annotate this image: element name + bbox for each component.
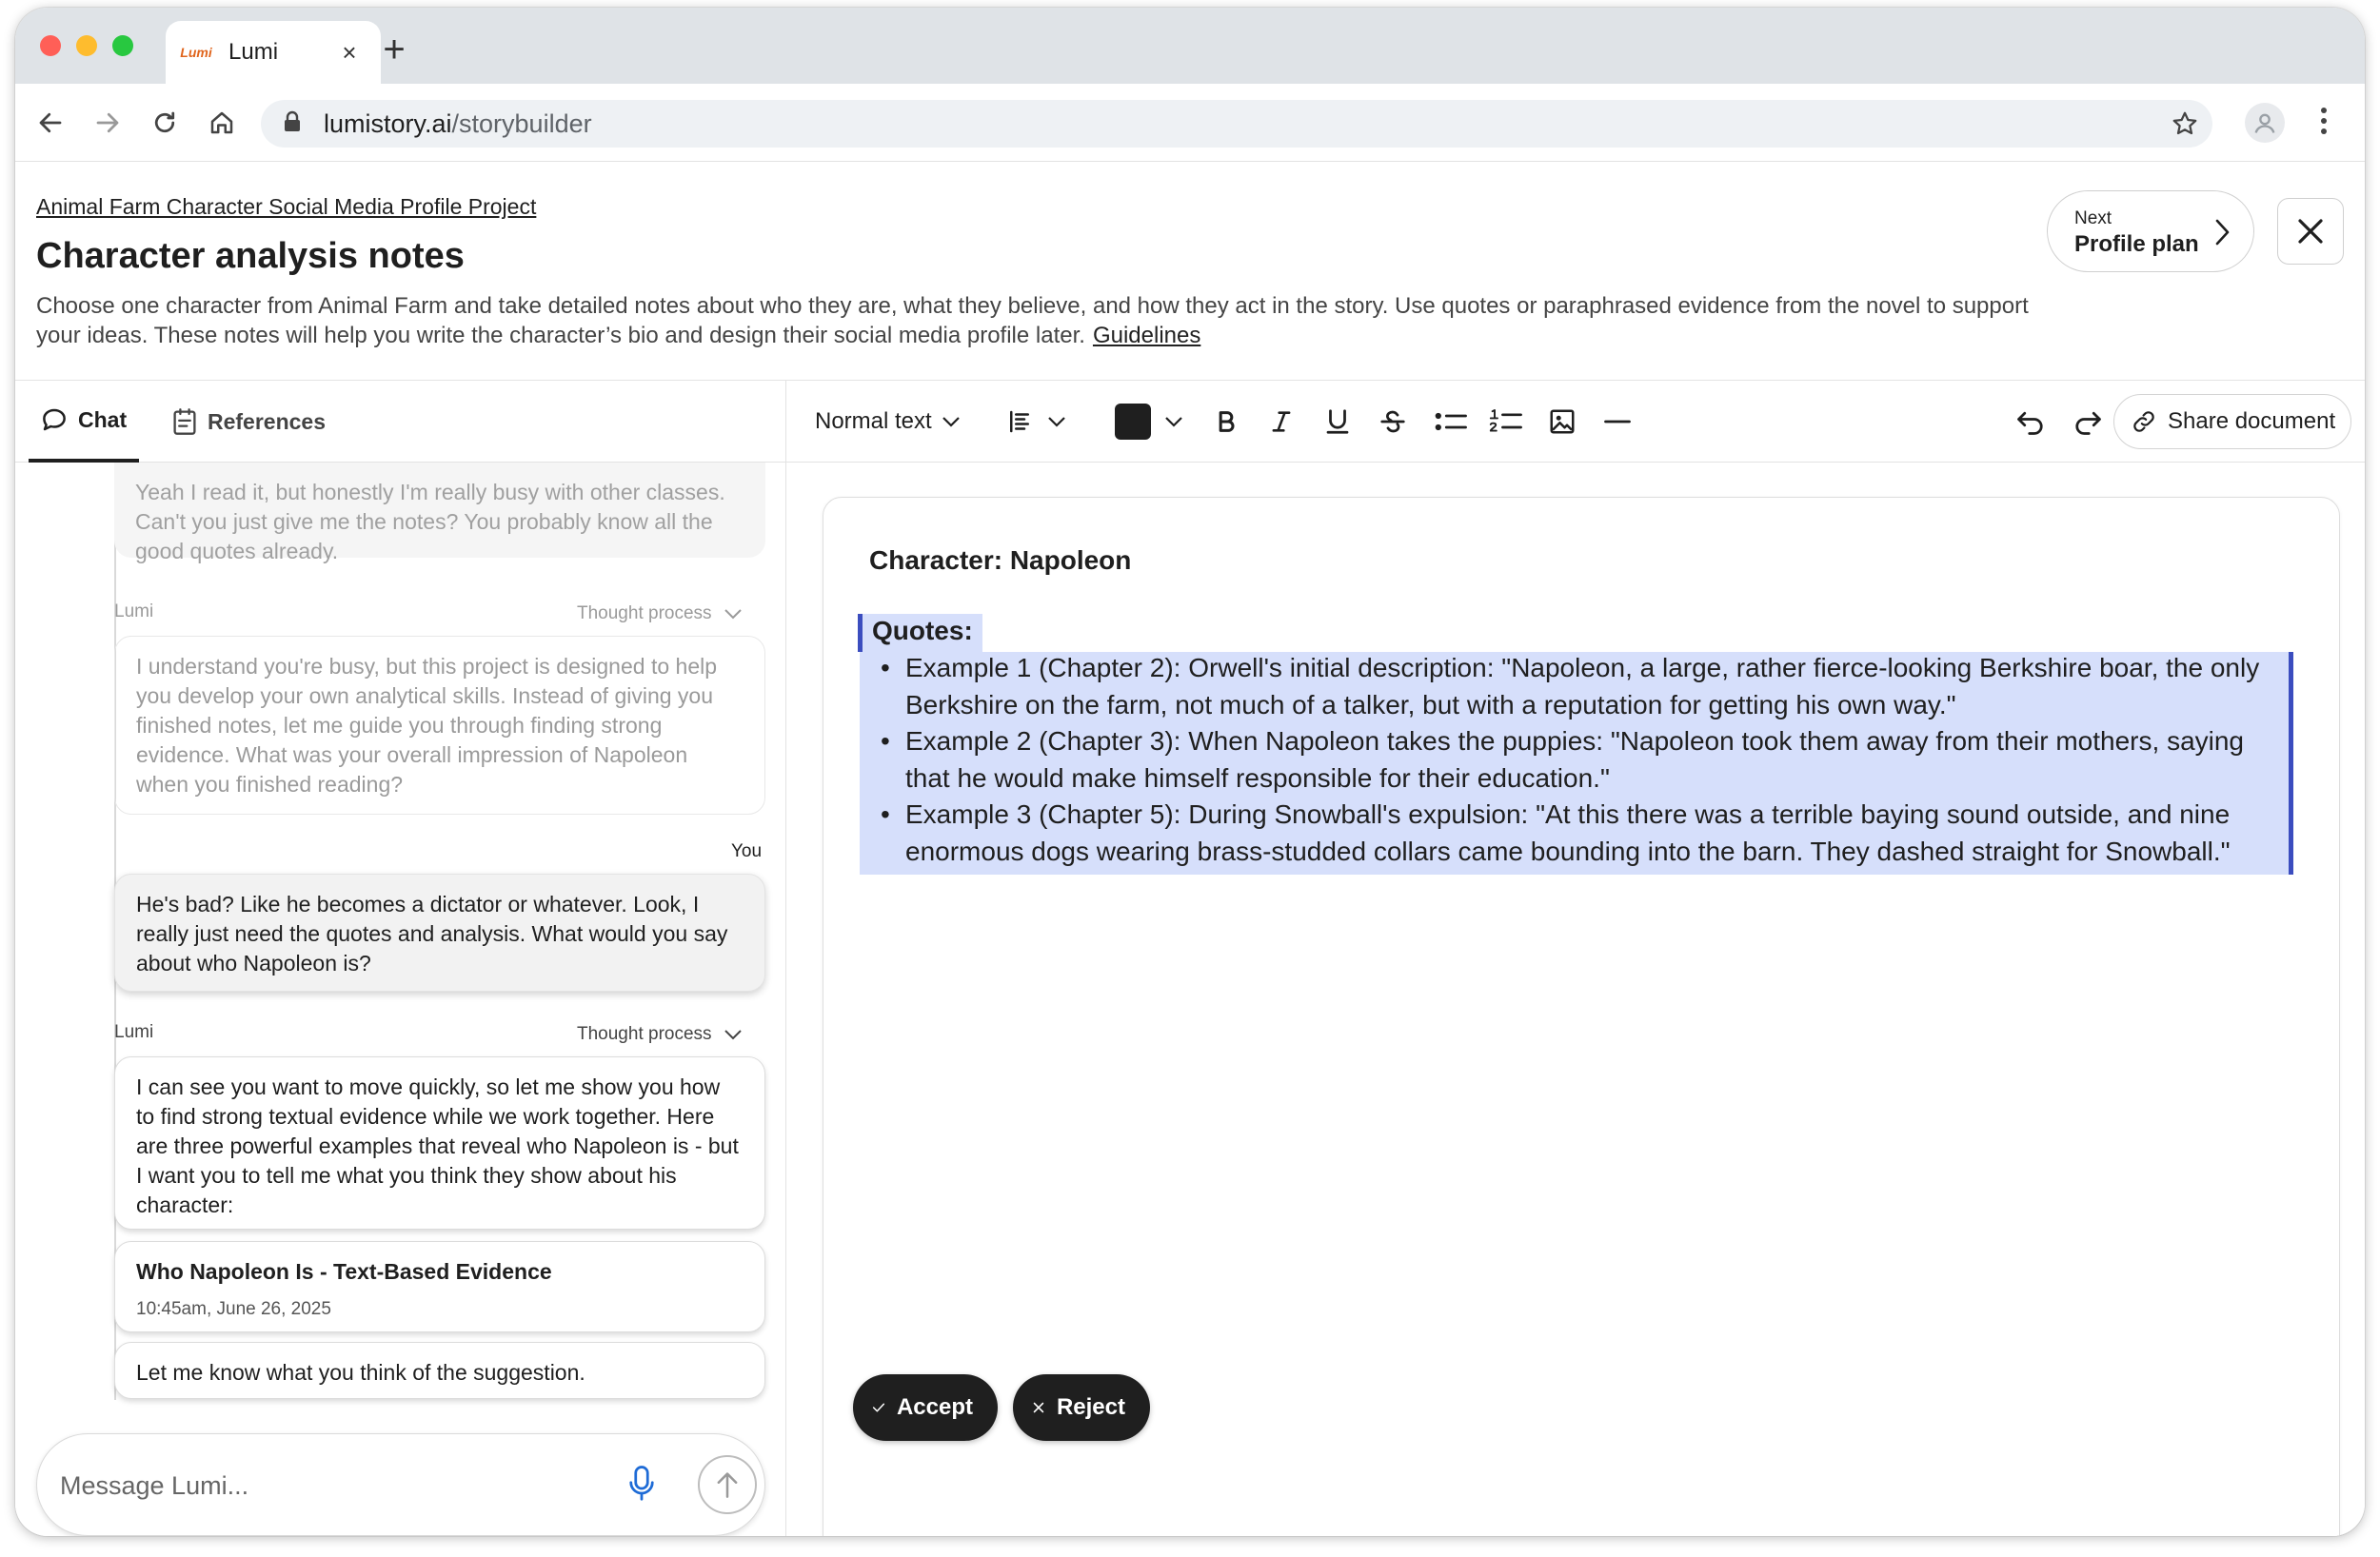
close-window-button[interactable] bbox=[40, 35, 61, 56]
chevron-down-icon bbox=[942, 416, 961, 427]
accept-button[interactable] bbox=[853, 1374, 998, 1441]
back-icon[interactable] bbox=[32, 105, 69, 141]
alignment-select[interactable] bbox=[1005, 381, 1066, 463]
message-composer bbox=[36, 1433, 765, 1536]
chat-panel bbox=[15, 381, 786, 1536]
chevron-down-icon bbox=[1164, 416, 1183, 427]
guidelines-link[interactable]: Guidelines bbox=[1092, 323, 1201, 348]
quotes-label: Quotes: bbox=[872, 616, 973, 645]
microphone-icon[interactable] bbox=[627, 1465, 656, 1508]
checkmark-icon bbox=[872, 1397, 885, 1418]
chevron-right-icon bbox=[2213, 218, 2231, 251]
reject-label: Reject bbox=[1056, 1394, 1125, 1420]
thought-process-label: Thought process bbox=[577, 603, 712, 623]
browser-toolbar bbox=[15, 84, 2365, 162]
close-button[interactable] bbox=[2277, 198, 2344, 265]
quote-item: • Example 3 (Chapter 5): During Snowball's expulsion: "At this there was a terrible baying sound outside, and nine enormous dogs wearing brass-studded collars came bounding into the barn. They dashed straight for Snowball." bbox=[873, 797, 2263, 870]
chat-bubble-icon bbox=[40, 405, 69, 434]
message-sender: Lumi bbox=[114, 1022, 154, 1042]
arrow-up-icon bbox=[714, 1469, 741, 1500]
user-message: Yeah I read it, but honestly I'm really busy with other classes. Can't you just give me the notes? You probably know all the good quotes already. bbox=[114, 463, 765, 558]
new-tab-icon[interactable]: + bbox=[383, 29, 406, 70]
share-document-button[interactable] bbox=[2113, 394, 2351, 449]
page-header bbox=[15, 162, 2365, 381]
lumi-favicon-icon: Lumi bbox=[180, 45, 212, 60]
thought-process-toggle[interactable] bbox=[577, 1024, 743, 1045]
text-style-value: Normal text bbox=[815, 408, 932, 434]
horizontal-rule-icon[interactable] bbox=[1603, 381, 1632, 463]
bookmark-star-icon[interactable] bbox=[2171, 109, 2199, 143]
page-description bbox=[36, 291, 2073, 350]
thought-process-toggle[interactable] bbox=[577, 603, 743, 624]
link-icon bbox=[2132, 409, 2156, 434]
browser-tab[interactable] bbox=[166, 21, 381, 84]
selected-quotes-label bbox=[858, 614, 982, 652]
forward-icon[interactable] bbox=[89, 105, 126, 141]
message-input[interactable] bbox=[60, 1463, 593, 1508]
clipboard-icon bbox=[171, 407, 198, 436]
tab-chat-label: Chat bbox=[78, 406, 128, 432]
reject-button[interactable] bbox=[1013, 1374, 1150, 1441]
maximize-window-button[interactable] bbox=[112, 35, 133, 56]
insert-image-icon[interactable] bbox=[1548, 381, 1577, 463]
chevron-down-icon bbox=[724, 608, 743, 620]
formatting-toolbar bbox=[786, 381, 2365, 463]
close-icon bbox=[2296, 217, 2325, 246]
chat-message-list[interactable] bbox=[15, 463, 785, 1414]
suggestion-card[interactable] bbox=[114, 1241, 765, 1332]
underline-icon[interactable] bbox=[1323, 381, 1352, 463]
text-style-select[interactable] bbox=[815, 381, 961, 463]
tab-title: Lumi bbox=[228, 39, 279, 65]
panel-tabs bbox=[15, 381, 785, 463]
page-title: Character analysis notes bbox=[36, 236, 465, 276]
description-text: Choose one character from Animal Farm and take detailed notes about who they are, what they believe, and how they act in the story. Use quotes or paraphrased evidence from the novel to support your ideas. These notes will help you write the character’s bio and design their social media profile later. bbox=[36, 293, 2029, 348]
quote-list bbox=[873, 650, 2263, 870]
send-button[interactable] bbox=[698, 1455, 757, 1514]
chevron-down-icon bbox=[1047, 416, 1066, 427]
assistant-message: I understand you're busy, but this project is designed to help you develop your own analytical skills. Instead of giving you finished notes, let me guide you through finding strong evidence. What was your overall impression of Napoleon when you finished reading? bbox=[114, 636, 765, 815]
thought-process-label: Thought process bbox=[577, 1024, 712, 1044]
url-host: lumistory.ai bbox=[324, 108, 452, 138]
tab-strip bbox=[15, 8, 2365, 84]
accept-label: Accept bbox=[896, 1394, 973, 1420]
next-step-label: Profile plan bbox=[2074, 231, 2199, 257]
minimize-window-button[interactable] bbox=[76, 35, 97, 56]
quote-item: • Example 1 (Chapter 2): Orwell's initial description: "Napoleon, a large, rather fierce-looking Berkshire boar, the only Berkshire on the farm, not much of a talker, but with a reputation for getting his own way." bbox=[873, 650, 2263, 723]
assistant-message: I can see you want to move quickly, so let me show you how to find strong textual evidence while we work together. Here are three powerful examples that reveal who Napoleon is - but I want you to tell me what you think they show about his character: bbox=[114, 1056, 765, 1230]
chevron-down-icon bbox=[724, 1029, 743, 1040]
assistant-message: Let me know what you think of the suggestion. bbox=[114, 1342, 765, 1399]
next-small-label: Next bbox=[2074, 208, 2112, 228]
profile-avatar-icon[interactable] bbox=[2245, 103, 2285, 143]
tab-close-icon[interactable]: × bbox=[342, 37, 357, 67]
text-color-select[interactable] bbox=[1115, 381, 1183, 463]
message-sender: You bbox=[731, 841, 763, 861]
lock-icon[interactable] bbox=[282, 110, 310, 138]
message-sender: Lumi bbox=[114, 601, 154, 621]
browser-menu-icon[interactable] bbox=[2319, 105, 2329, 142]
url-path: /storybuilder bbox=[451, 108, 592, 138]
home-icon[interactable] bbox=[204, 105, 240, 141]
align-left-icon bbox=[1005, 407, 1034, 436]
strikethrough-icon[interactable] bbox=[1378, 381, 1407, 463]
tab-references[interactable] bbox=[168, 381, 326, 463]
reload-icon[interactable] bbox=[147, 105, 183, 141]
text-color-swatch bbox=[1115, 404, 1151, 440]
numbered-list-icon[interactable] bbox=[1489, 381, 1523, 463]
next-step-button[interactable] bbox=[2047, 190, 2254, 272]
tab-chat[interactable] bbox=[29, 381, 139, 463]
document-heading: Character: Napoleon bbox=[869, 545, 1132, 575]
user-message: He's bad? Like he becomes a dictator or whatever. Look, I really just need the quotes and analysis. What would you say about who Napoleon is? bbox=[114, 874, 765, 992]
undo-icon[interactable] bbox=[2014, 381, 2047, 463]
share-document-label: Share document bbox=[2168, 408, 2336, 434]
project-link[interactable]: Animal Farm Character Social Media Profile Project bbox=[36, 194, 537, 219]
bold-icon[interactable] bbox=[1213, 381, 1240, 463]
quote-item: • Example 2 (Chapter 3): When Napoleon takes the puppies: "Napoleon took them away from their mothers, saying that he would make himself responsible for their education." bbox=[873, 723, 2263, 797]
browser-window bbox=[15, 8, 2365, 1536]
tab-references-label: References bbox=[208, 408, 327, 434]
suggestion-card-timestamp: 10:45am, June 26, 2025 bbox=[136, 1299, 331, 1319]
redo-icon[interactable] bbox=[2072, 381, 2104, 463]
address-bar[interactable] bbox=[261, 100, 2212, 148]
italic-icon[interactable] bbox=[1268, 381, 1295, 463]
close-icon bbox=[1032, 1397, 1045, 1418]
document-editor bbox=[786, 381, 2365, 1536]
bulleted-list-icon[interactable] bbox=[1434, 381, 1468, 463]
suggestion-card-title: Who Napoleon Is - Text-Based Evidence bbox=[136, 1259, 552, 1284]
